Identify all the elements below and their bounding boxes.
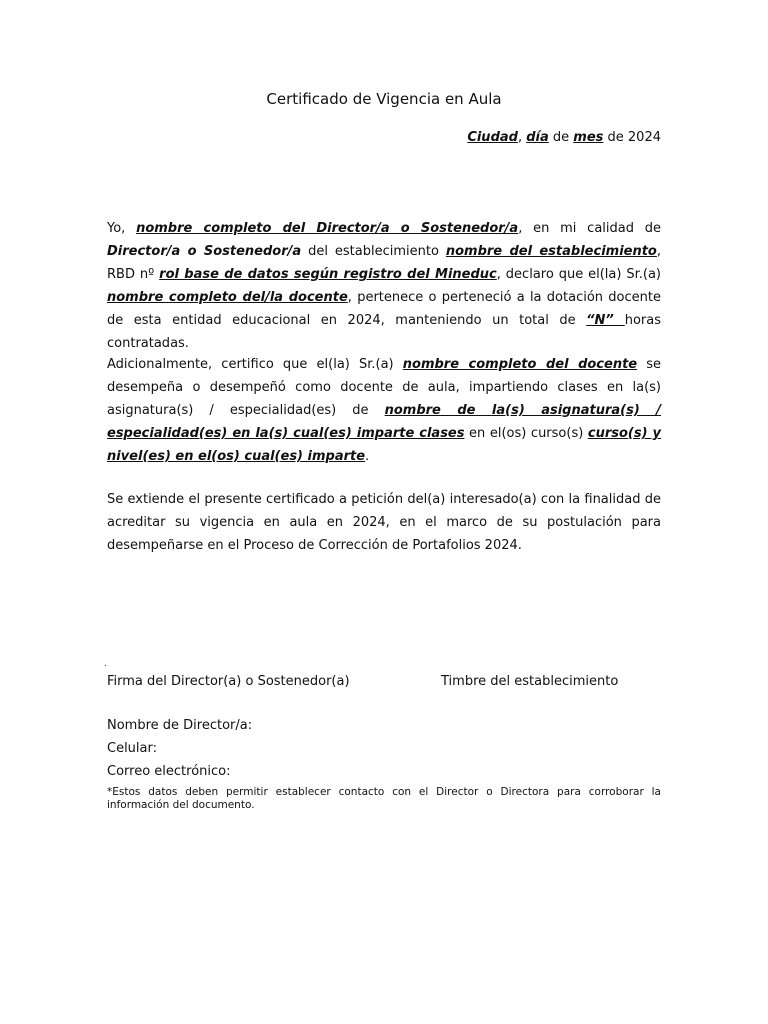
placeholder-subjects: nombre de la(s) asignatura(s) / especialidad(es) en la(s) cual(es) imparte clases	[107, 403, 661, 441]
footnote: *Estos datos deben permitir establecer contacto con el Director o Directora para corroborar la información del documento.	[107, 786, 661, 811]
role-label: Director/a o Sostenedor/a	[107, 244, 302, 259]
placeholder-city: Ciudad	[467, 130, 518, 145]
director-name-field-label: Nombre de Director/a:	[107, 718, 253, 733]
text: en el(os) curso(s)	[464, 426, 588, 441]
signature-mark: .	[104, 659, 107, 669]
dateline-separator: de	[548, 130, 574, 145]
text: , pertenece o perteneció a la dotación docente de esta entidad educacional en 2024, manteniendo un total de	[107, 290, 661, 328]
signature-label: Firma del Director(a) o Sostenedor(a)	[107, 674, 350, 689]
paragraph-purpose: Se extiende el presente certificado a petición del(a) interesado(a) con la finalidad de acreditar su vigencia en aula en 2024, en el marco de su postulación para desempeñarse en el Proceso de Corrección de Portafolios 2024.	[107, 492, 661, 553]
text: Adicionalmente, certifico que el(la) Sr.(a)	[107, 357, 403, 372]
placeholder-rbd: rol base de datos según registro del Mineduc	[159, 267, 497, 282]
placeholder-month: mes	[573, 130, 604, 145]
text: .	[365, 449, 370, 464]
text: del establecimiento	[301, 244, 446, 259]
paragraph-declaration	[107, 217, 661, 355]
placeholder-director-name: nombre completo del Director/a o Sostenedor/a	[136, 221, 519, 236]
stamp-label: Timbre del establecimiento	[441, 674, 619, 689]
document-title: Certificado de Vigencia en Aula	[266, 90, 502, 108]
paragraph-teaching	[107, 353, 661, 468]
placeholder-school-name: nombre del establecimiento	[445, 244, 657, 259]
text: , declaro que el(la) Sr.(a)	[496, 267, 661, 282]
text: Yo,	[107, 221, 137, 236]
dateline-separator: ,	[517, 130, 527, 145]
text: horas contratadas.	[107, 313, 662, 351]
phone-field-label: Celular:	[107, 741, 158, 756]
placeholder-teacher-name: nombre completo del/la docente	[107, 290, 348, 305]
text: se desempeña o desempeñó como docente de aula, impartiendo clases en la(s) asignatura(s) / especialidad(es) de	[107, 357, 662, 418]
email-field-label: Correo electrónico:	[107, 764, 231, 779]
placeholder-courses: curso(s) y nivel(es) en el(os) cual(es) imparte	[107, 426, 661, 464]
text: , RBD nº	[107, 244, 662, 282]
placeholder-hours: “N”	[586, 313, 625, 328]
placeholder-day: día	[526, 130, 549, 145]
text: , en mi calidad de	[518, 221, 662, 236]
dateline	[261, 130, 661, 145]
dateline-year: de 2024	[603, 130, 661, 145]
placeholder-teacher-name: nombre completo del docente	[402, 357, 638, 372]
